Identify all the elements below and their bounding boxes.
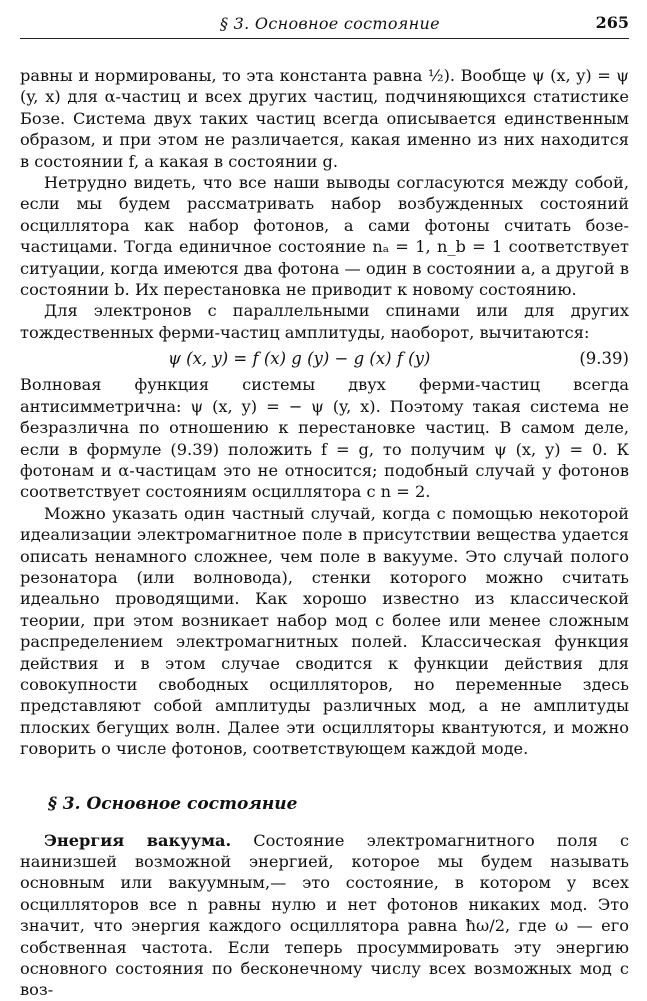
paragraph-continuation: равны и нормированы, то эта константа равна ½). Вообще ψ (x, y) = ψ (y, x) для α-частиц и всех других частиц, подчиняющихся статистике Бозе. Система двух таких частиц всегда описывается единственным образом, и при этом не различается, какая именно из них находится в состоянии f, а какая в состоянии g. bbox=[20, 66, 629, 171]
paragraph-vacuum-energy bbox=[20, 830, 629, 1001]
paragraph-fermi-intro: Для электронов с параллельными спинами или для других тождественных ферми-частиц амплитуды, наоборот, вычитаются: bbox=[20, 301, 629, 342]
equation-expression: ψ (x, y) = f (x) g (y) − g (x) f (y) bbox=[168, 349, 431, 369]
paragraph-resonator: Можно указать один частный случай, когда с помощью некоторой идеализации электромагнитное поле в присутствии вещества удается описать ненамного сложнее, чем поле в вакууме. Это случай полого резонатора (или волновода), стенки которого можно считать идеально проводящими. Как хорошо известно из классической теории, при этом возникает набор мод с более или менее сложным распределением электромагнитных полей. Классическая функция действия и в этом случае сводится к функции действия для совокупности свободных осцилляторов, но переменные здесь представляют собой амплитуды различных мод, а не амплитуды плоских бегущих волн. Далее эти осцилляторы квантуются, и можно говорить о числе фотонов, соответствующем каждой моде. bbox=[20, 503, 629, 759]
paragraph-antisymmetric: Волновая функция системы двух ферми-частиц всегда антисимметрична: ψ (x, y) = − ψ (y, x). Поэтому такая система не безразлична по отношению к перестановке частиц. В самом деле, если в формуле (9.39) положить f = g, то получим ψ (x, y) = 0. К фотонам и α-частицам это не относится; подобный случай у фотонов соответствует состояниям осциллятора с n = 2. bbox=[20, 375, 629, 502]
equation-number: (9.39) bbox=[579, 349, 629, 369]
runin-heading: Энергия вакуума. bbox=[44, 830, 232, 850]
equation-9-39 bbox=[20, 345, 629, 373]
paragraph-vacuum-text: Состояние электромагнитного поля с наинизшей возможной энергией, которое мы будем называть основным или вакуумным,— это состояние, в котором у всех осцилляторов все n равны нулю и нет фотонов никаких мод. Это значит, что энергия каждого осциллятора равна ħω/2, где ω — его собственная частота. Если теперь просуммировать эту энергию основного состояния по бесконечному числу всех возможных мод с воз- bbox=[20, 830, 630, 1000]
running-title: § 3. Основное состояние bbox=[220, 14, 440, 33]
page-body bbox=[20, 65, 629, 1001]
section-heading: § 3. Основное состояние bbox=[48, 793, 298, 814]
page-number: 265 bbox=[595, 13, 629, 32]
running-header bbox=[20, 0, 629, 39]
paragraph-bose-photons: Нетрудно видеть, что все наши выводы согласуются между собой, если мы будем рассматривать набор возбужденных состояний осциллятора как набор фотонов, а сами фотоны считать бозе-частицами. Тогда единичное состояние nₐ = 1, n_b = 1 соответствует ситуации, когда имеются два фотона — один в состоянии a, а другой в состоянии b. Их перестановка не приводит к новому состоянию. bbox=[20, 173, 629, 300]
